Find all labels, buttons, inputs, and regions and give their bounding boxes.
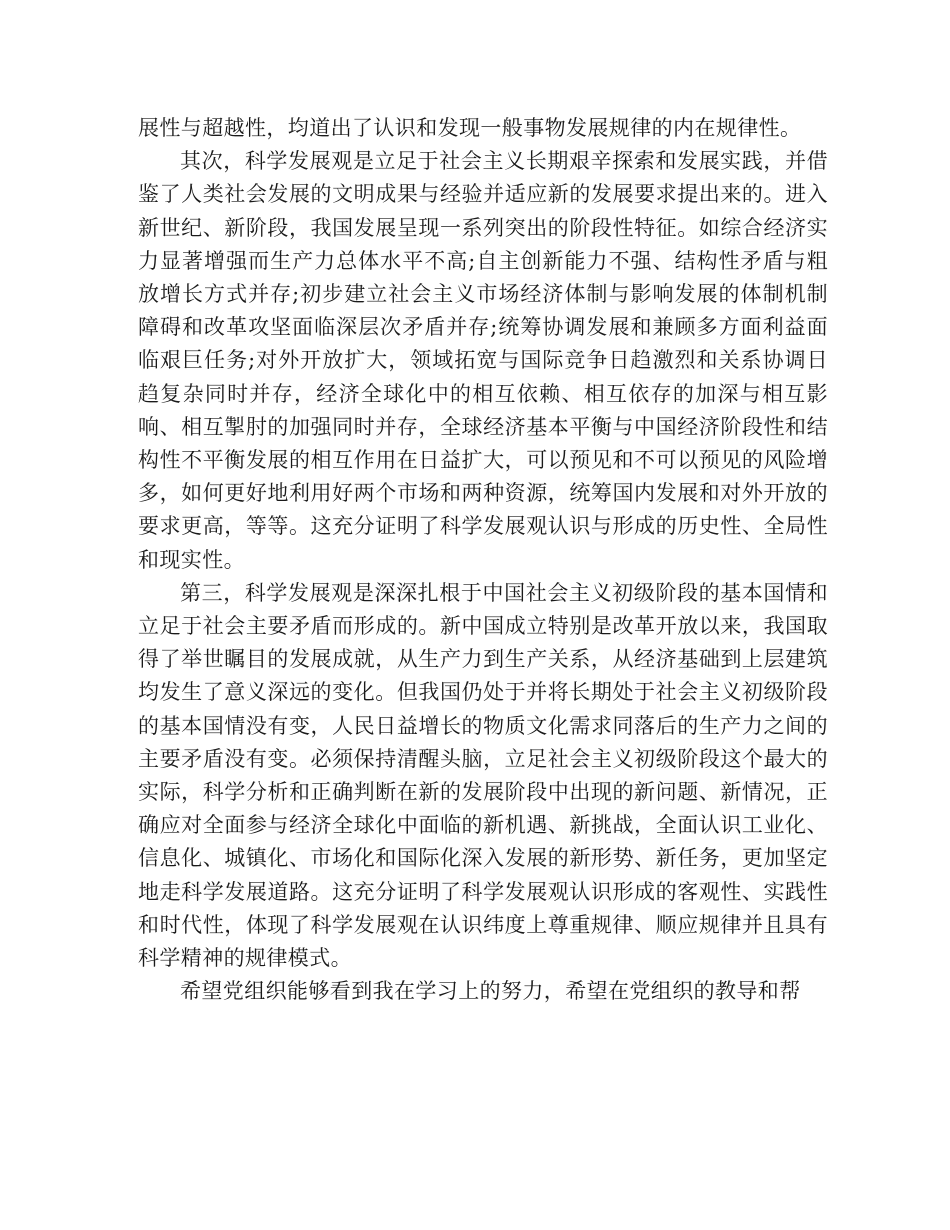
- paragraph-continuation: 展性与超越性，均道出了认识和发现一般事物发展规律的内在规律性。: [138, 116, 802, 140]
- paragraph-thirdly: 第三，科学发展观是深深扎根于中国社会主义初级阶段的基本国情和立足于社会主要矛盾而形成的。新中国成立特别是改革开放以来，我国取得了举世瞩目的发展成就，从生产力到生产关系，从经济基础到上层建筑均发生了意义深远的变化。但我国仍处于并将长期处于社会主义初级阶段的基本国情没有变，人民日益增长的物质文化需求同落后的生产力之间的主要矛盾没有变。必须保持清醒头脑，立足社会主义初级阶段这个最大的实际，科学分析和正确判断在新的发展阶段中出现的新问题、新情况，正确应对全面参与经济全球化中面临的新机遇、新挑战，全面认识工业化、信息化、城镇化、市场化和国际化深入发展的新形势、新任务，更加坚定地走科学发展道路。这充分证明了科学发展观认识形成的客观性、实践性和时代性，体现了科学发展观在认识纬度上尊重规律、顺应规律并且具有科学精神的规律模式。: [138, 580, 828, 971]
- paragraph-hope: 希望党组织能够看到我在学习上的努力，希望在党组织的教导和帮: [180, 979, 801, 1004]
- document-body: [138, 112, 828, 1008]
- paragraph-secondly: 其次，科学发展观是立足于社会主义长期艰辛探索和发展实践，并借鉴了人类社会发展的文明成果与经验并适应新的发展要求提出来的。进入新世纪、新阶段，我国发展呈现一系列突出的阶段性特征。如综合经济实力显著增强而生产力总体水平不高;自主创新能力不强、结构性矛盾与粗放增长方式并存;初步建立社会主义市场经济体制与影响发展的体制机制障碍和改革攻坚面临深层次矛盾并存;统筹协调发展和兼顾多方面利益面临艰巨任务;对外开放扩大，领域拓宽与国际竞争日趋激烈和关系协调日趋复杂同时并存，经济全球化中的相互依赖、相互依存的加深与相互影响、相互掣肘的加强同时并存，全球经济基本平衡与中国经济阶段性和结构性不平衡发展的相互作用在日益扩大，可以预见和不可以预见的风险增多，如何更好地利用好两个市场和两种资源，统筹国内发展和对外开放的要求更高，等等。这充分证明了科学发展观认识与形成的历史性、全局性和现实性。: [138, 149, 828, 572]
